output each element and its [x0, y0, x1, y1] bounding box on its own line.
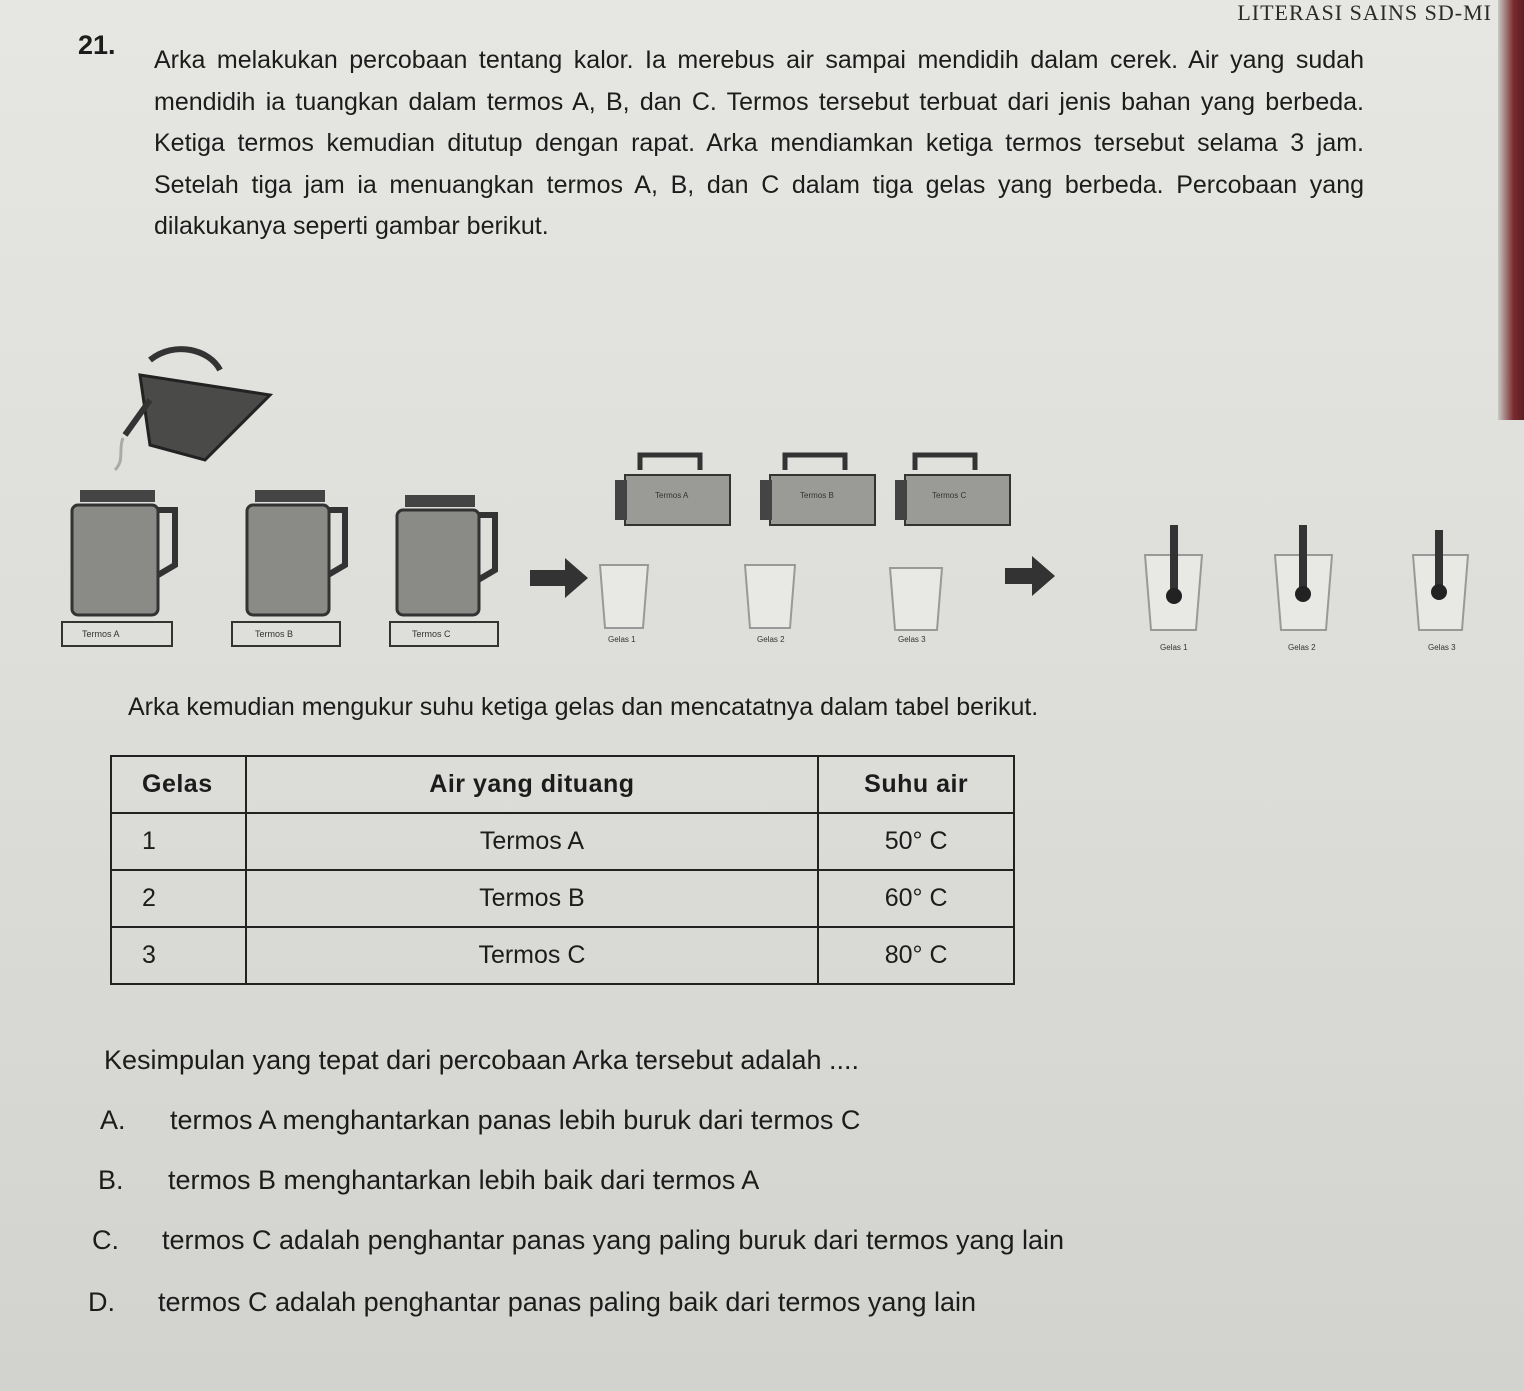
thermos-label: Termos C: [412, 629, 451, 639]
table-cell: Termos C: [246, 927, 819, 984]
table-cell: Termos B: [246, 870, 819, 927]
option-text: termos B menghantarkan lebih baik dari termos A: [168, 1165, 760, 1195]
measure-label: Gelas 3: [1428, 643, 1456, 652]
table-row: [111, 870, 1014, 927]
page-header: LITERASI SAINS SD-MI: [1237, 0, 1492, 25]
table-row: [111, 927, 1014, 984]
table-row: [111, 813, 1014, 870]
option-text: termos C adalah penghantar panas paling baik dari termos yang lain: [158, 1287, 977, 1317]
pouring-thermos-b-icon: [760, 455, 875, 525]
option-b[interactable]: [98, 1165, 759, 1196]
option-letter: A.: [100, 1105, 126, 1135]
table-cell: Termos A: [246, 813, 819, 870]
glass-thermometer-1-icon: [1145, 525, 1202, 630]
question-number: 21.: [78, 30, 116, 60]
table-cell: 50° C: [818, 813, 1014, 870]
arrow-right-icon: [530, 558, 588, 598]
column-header: Suhu air: [818, 756, 1014, 813]
glass-1-icon: [600, 565, 648, 628]
glass-3-icon: [890, 568, 942, 630]
measure-label: Gelas 2: [1288, 643, 1316, 652]
glass-2-icon: [745, 565, 795, 628]
temperature-table: [110, 755, 1015, 985]
question-prompt: Kesimpulan yang tepat dari percobaan Arka tersebut adalah ....: [104, 1045, 859, 1075]
arrow-right-icon: [1005, 556, 1055, 596]
thermos-label: Termos B: [255, 629, 294, 639]
column-header: Air yang dituang: [246, 756, 819, 813]
option-text: termos A menghantarkan panas lebih buruk dari termos C: [170, 1105, 861, 1135]
option-letter: B.: [98, 1165, 124, 1195]
question-paragraph: Arka melakukan percobaan tentang kalor. Ia merebus air sampai mendidih dalam cerek. Air yang sudah mendidih ia tuangkan dalam termos A, B, dan C. Termos tersebut terbuat dari jenis bahan yang berbeda. Ketiga termos kemudian ditutup dengan rapat. Arka mendiamkan ketiga termos tersebut selama 3 jam. Setelah tiga jam ia menuangkan termos A, B, dan C dalam tiga gelas yang berbeda. Percobaan yang dilakukanya seperti gambar berikut.: [154, 46, 1364, 240]
glass-label: Gelas 2: [757, 635, 785, 644]
pouring-thermos-c-icon: [895, 455, 1010, 525]
table-cell: 3: [111, 927, 246, 984]
option-c[interactable]: [92, 1225, 1064, 1256]
option-letter: D.: [88, 1287, 115, 1317]
thermos-c-icon: [390, 495, 498, 646]
option-a[interactable]: [100, 1105, 860, 1136]
kettle-icon: [115, 349, 270, 470]
pouring-label: Termos B: [800, 491, 834, 500]
glass-thermometer-2-icon: [1275, 525, 1332, 630]
glass-label: Gelas 3: [898, 635, 926, 644]
pouring-label: Termos A: [655, 491, 689, 500]
measure-label: Gelas 1: [1160, 643, 1188, 652]
glass-thermometer-3-icon: [1413, 530, 1468, 630]
thermos-label: Termos A: [82, 629, 120, 639]
thermos-b-icon: [232, 490, 345, 646]
option-text: termos C adalah penghantar panas yang paling buruk dari termos yang lain: [162, 1225, 1065, 1255]
thermos-a-icon: [62, 490, 175, 646]
column-header: Gelas: [111, 756, 246, 813]
option-letter: C.: [92, 1225, 119, 1255]
table-cell: 60° C: [818, 870, 1014, 927]
glass-label: Gelas 1: [608, 635, 636, 644]
table-cell: 2: [111, 870, 246, 927]
table-caption: Arka kemudian mengukur suhu ketiga gelas dan mencatatnya dalam tabel berikut.: [128, 693, 1039, 721]
table-cell: 1: [111, 813, 246, 870]
option-d[interactable]: [88, 1287, 976, 1318]
table-cell: 80° C: [818, 927, 1014, 984]
pouring-thermos-a-icon: [615, 455, 730, 525]
table-header-row: [111, 756, 1014, 813]
experiment-illustration: [0, 330, 1524, 670]
pouring-label: Termos C: [932, 491, 967, 500]
